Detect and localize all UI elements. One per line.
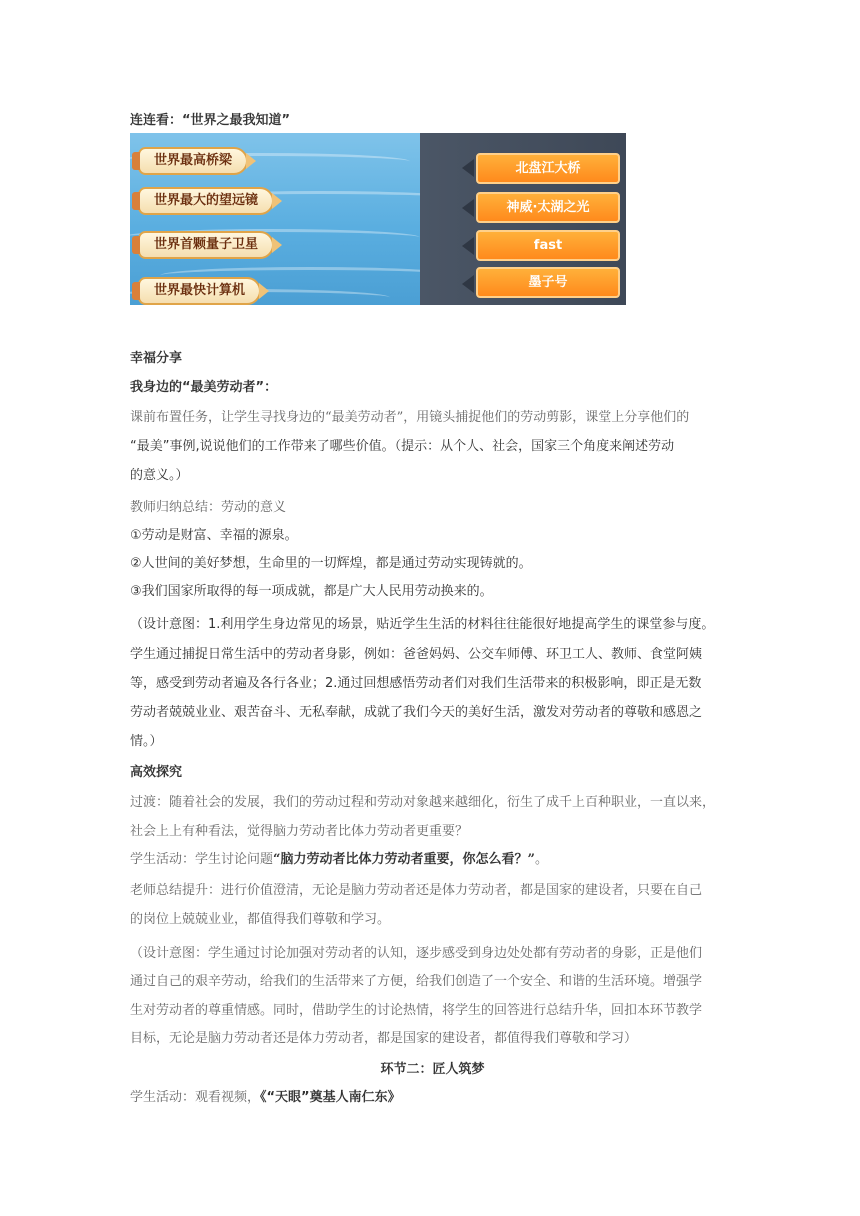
match-game-image xyxy=(130,133,626,305)
paragraph-line: 老师总结提升：进行价值澄清，无论是脑力劳动者还是体力劳动者，都是国家的建设者，只要在自己 xyxy=(130,883,703,898)
paragraph-line: 的意义。） xyxy=(130,468,189,483)
arrow-icon xyxy=(462,199,474,217)
paragraph-line: 等，感受到劳动者遍及各行各业；2.通过回想感悟劳动者们对我们生活带来的积极影响，即正是无数 xyxy=(130,676,702,691)
rocket-label-4: 世界最快计算机 xyxy=(138,277,261,305)
video-title: 《“天眼”奠基人南仁东》 xyxy=(260,1090,401,1105)
student-activity-line xyxy=(130,846,735,873)
rocket-label-1: 世界最高桥梁 xyxy=(138,147,248,175)
section-heading-explore: 高效探究 xyxy=(130,765,183,780)
paragraph-line: 目标，无论是脑力劳动者还是体力劳动者，都是国家的建设者，都值得我们尊敬和学习） xyxy=(130,1031,638,1046)
arrow-icon xyxy=(462,159,474,177)
paragraph-line: 生对劳动者的尊重情感。同时，借助学生的讨论热情，将学生的回答进行总结升华，回扣本环节教学 xyxy=(130,1003,703,1018)
paragraph-line: 的岗位上兢兢业业，都值得我们尊敬和学习。 xyxy=(130,912,391,927)
list-item: ③我们国家所取得的每一项成就，都是广大人民用劳动换来的。 xyxy=(130,584,493,599)
paragraph-line: “最美”事例,说说他们的工作带来了哪些价值。（提示：从个人、社会，国家三个角度来阐述劳动 xyxy=(130,439,675,454)
paragraph-line: 过渡：随着社会的发展，我们的劳动过程和劳动对象越来越细化，衍生了成千上百种职业，一直以来， xyxy=(130,795,716,810)
paragraph-line: 社会上上有种看法，觉得脑力劳动者比体力劳动者更重要？ xyxy=(130,824,469,839)
answer-button-1[interactable]: 北盘江大桥 xyxy=(476,153,620,184)
section-heading-craftsman: 环节二：匠人筑梦 xyxy=(380,1062,485,1077)
paragraph-line: 学生通过捕捉日常生活中的劳动者身影，例如：爸爸妈妈、公交车师傅、环卫工人、教师、食堂阿姨 xyxy=(130,647,703,662)
paragraph-line: 劳动者兢兢业业、艰苦奋斗、无私奉献，成就了我们今天的美好生活，激发对劳动者的尊敬和感恩之 xyxy=(130,705,703,720)
student-activity-prefix: 学生活动：学生讨论问题 xyxy=(130,852,274,867)
teacher-summary: 教师归纳总结：劳动的意义 xyxy=(130,500,287,515)
section-heading-best-worker: 我身边的“最美劳动者”： xyxy=(130,380,278,395)
arrow-icon xyxy=(462,237,474,255)
paragraph-line: （设计意图：1.利用学生身边常见的场景，贴近学生生活的材料往往能很好地提高学生的课堂参与度。 xyxy=(130,617,715,632)
paragraph-line: 课前布置任务，让学生寻找身边的“最美劳动者”，用镜头捕捉他们的劳动剪影，课堂上分享他们的 xyxy=(130,410,690,425)
rocket-label-3: 世界首颗量子卫星 xyxy=(138,231,274,259)
answer-button-4[interactable]: 墨子号 xyxy=(476,267,620,298)
video-prefix: 学生活动：观看视频， xyxy=(130,1090,261,1105)
student-activity-suffix: 。 xyxy=(534,852,548,867)
paragraph-line: 通过自己的艰辛劳动，给我们的生活带来了方便，给我们创造了一个安全、和谐的生活环境。增强学 xyxy=(130,974,703,989)
section-heading-happy-share: 幸福分享 xyxy=(130,351,183,366)
paragraph-line: 情。） xyxy=(130,734,163,749)
student-activity-question: “脑力劳动者比体力劳动者重要，你怎么看？” xyxy=(273,852,535,867)
paragraph-line: （设计意图：学生通过讨论加强对劳动者的认知，逐步感受到身边处处都有劳动者的身影，正是他们 xyxy=(130,946,703,961)
answer-button-2[interactable]: 神威·太湖之光 xyxy=(476,192,620,223)
answer-button-3[interactable]: fast xyxy=(476,230,620,261)
arrow-icon xyxy=(462,275,474,293)
list-item: ②人世间的美好梦想，生命里的一切辉煌，都是通过劳动实现铸就的。 xyxy=(130,556,532,571)
rocket-label-2: 世界最大的望远镜 xyxy=(138,187,274,215)
list-item: ①劳动是财富、幸福的源泉。 xyxy=(130,528,298,543)
video-activity-line xyxy=(130,1084,735,1111)
match-game-heading: 连连看：“世界之最我知道” xyxy=(130,113,291,128)
